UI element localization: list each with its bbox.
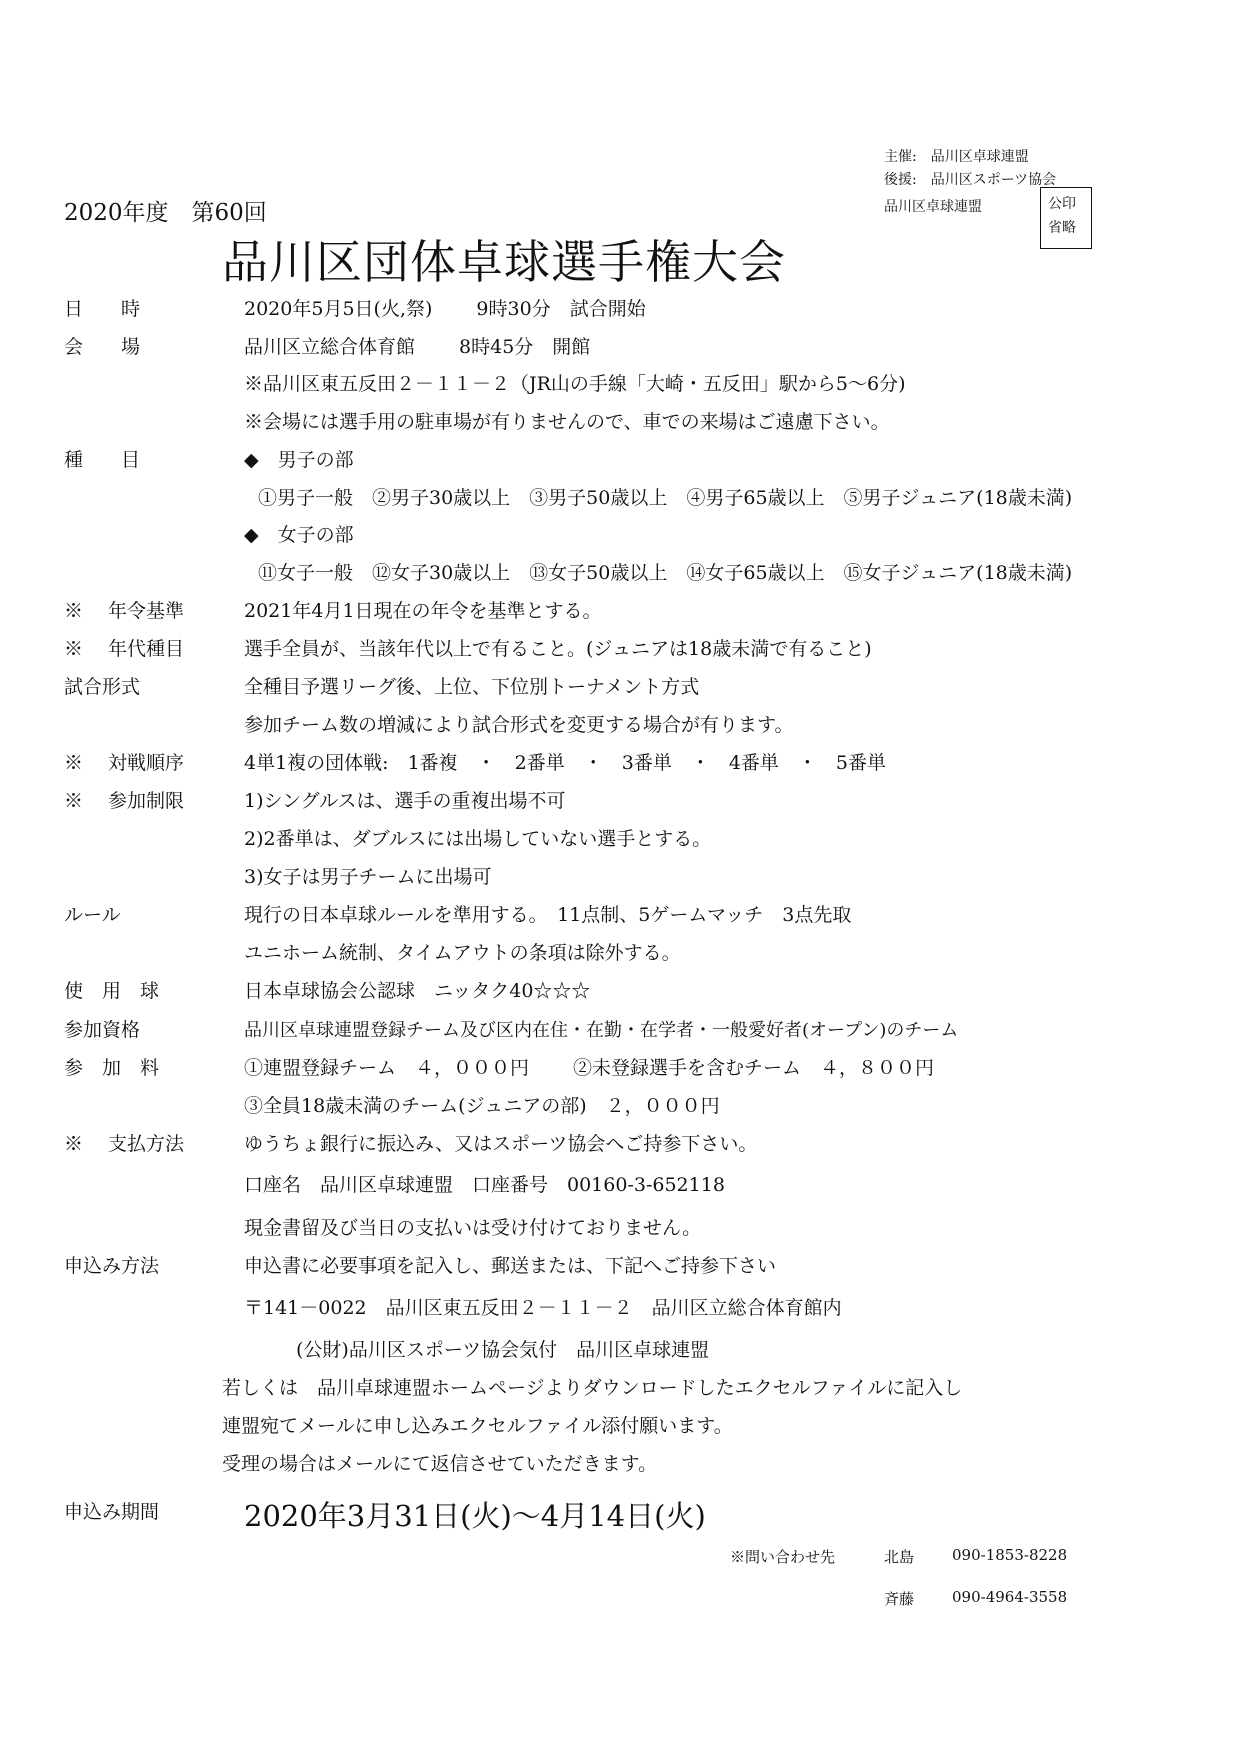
venue-label: 会 場 <box>64 336 141 358</box>
apply-alt-2: 連盟宛てメールに申し込みエクセルファイル添付願います。 <box>222 1415 733 1437</box>
events-women-list: ⑪女子一般 ⑫女子30歳以上 ⑬女子50歳以上 ⑭女子65歳以上 ⑮女子ジュニア(18歳未満) <box>258 562 1073 584</box>
limit-1: 1)シングルスは、選手の重複出場不可 <box>244 790 566 812</box>
page-title: 品川区団体卓球選手権大会 <box>222 235 786 289</box>
events-women-header: ◆ 女子の部 <box>244 524 354 546</box>
rule-value: 現行の日本卓球ルールを準用する。 11点制、5ゲームマッチ 3点先取 <box>244 904 852 926</box>
association-text: 品川区卓球連盟 <box>884 199 982 215</box>
year-edition: 2020年度 第60回 <box>64 200 267 226</box>
age-basis-value: 2021年4月1日現在の年令を基準とする。 <box>244 600 602 622</box>
eligibility-label: 参加資格 <box>64 1019 141 1041</box>
limit-3: 3)女子は男子チームに出場可 <box>244 866 492 888</box>
rule-label: ルール <box>64 904 121 926</box>
rule-note: ユニホーム統制、タイムアウトの条項は除外する。 <box>244 942 681 964</box>
age-category-label: ※ 年代種目 <box>64 638 185 660</box>
official-seal-omitted-box <box>1040 187 1092 249</box>
contact-phone-1: 090-1853-8228 <box>952 1546 1068 1564</box>
stamp-line-2: 省略 <box>1048 220 1076 236</box>
age-basis-label: ※ 年令基準 <box>64 600 185 622</box>
events-men-list: ①男子一般 ②男子30歳以上 ③男子50歳以上 ④男子65歳以上 ⑤男子ジュニア(18歳未満) <box>258 487 1073 509</box>
date-value: 2020年5月5日(火,祭) 9時30分 試合開始 <box>244 298 646 320</box>
apply-label: 申込み方法 <box>64 1255 160 1277</box>
venue-address: ※品川区東五反田２－１１－２（JR山の手線「大崎・五反田」駅から5～6分) <box>244 373 906 395</box>
contact-phone-2: 090-4964-3558 <box>952 1588 1068 1606</box>
ball-label: 使 用 球 <box>64 980 160 1002</box>
payment-account: 口座名 品川区卓球連盟 口座番号 00160-3-652118 <box>244 1174 725 1196</box>
events-label: 種 目 <box>64 449 141 471</box>
stamp-line-1: 公印 <box>1048 196 1076 212</box>
organizer-text: 主催: 品川区卓球連盟 <box>884 149 1029 165</box>
venue-note: ※会場には選手用の駐車場が有りませんので、車での来場はご遠慮下さい。 <box>244 411 890 433</box>
sponsor-text: 後援: 品川区スポーツ協会 <box>884 172 1057 188</box>
format-value: 全種目予選リーグ後、上位、下位別トーナメント方式 <box>244 676 700 698</box>
apply-address: 〒141－0022 品川区東五反田２－１１－２ 品川区立総合体育館内 <box>244 1297 842 1319</box>
payment-value: ゆうちょ銀行に振込み、又はスポーツ協会へご持参下さい。 <box>244 1133 758 1155</box>
fee-1: ①連盟登録チーム ４，０００円 ②未登録選手を含むチーム ４，８００円 <box>244 1057 935 1079</box>
ball-value: 日本卓球協会公認球 ニッタク40☆☆☆ <box>244 980 591 1002</box>
apply-alt-3: 受理の場合はメールにて返信させていただきます。 <box>222 1453 658 1475</box>
contact-label: ※問い合わせ先 <box>730 1548 836 1566</box>
date-label: 日 時 <box>64 298 141 320</box>
match-order-value: 4単1複の団体戦: 1番複 ・ 2番単 ・ 3番単 ・ 4番単 ・ 5番単 <box>244 752 887 774</box>
fee-label: 参 加 料 <box>64 1057 160 1079</box>
events-men-header: ◆ 男子の部 <box>244 449 354 471</box>
apply-addressee: (公財)品川区スポーツ協会気付 品川区卓球連盟 <box>296 1339 710 1361</box>
contact-name-1: 北島 <box>884 1548 915 1566</box>
format-note: 参加チーム数の増減により試合形式を変更する場合が有ります。 <box>244 714 794 736</box>
age-category-value: 選手全員が、当該年代以上で有ること。(ジュニアは18歳未満で有ること) <box>244 638 872 660</box>
contact-name-2: 斉藤 <box>884 1590 915 1608</box>
fee-2: ③全員18歳未満のチーム(ジュニアの部) ２，０００円 <box>244 1095 720 1117</box>
limit-2: 2)2番単は、ダブルスには出場していない選手とする。 <box>244 828 712 850</box>
payment-label: ※ 支払方法 <box>64 1133 185 1155</box>
limit-label: ※ 参加制限 <box>64 790 185 812</box>
eligibility-value: 品川区卓球連盟登録チーム及び区内在住・在勤・在学者・一般愛好者(オープン)のチーム <box>244 1020 959 1041</box>
match-order-label: ※ 対戦順序 <box>64 752 185 774</box>
period-label: 申込み期間 <box>64 1501 160 1523</box>
venue-value: 品川区立総合体育館 8時45分 開館 <box>244 336 591 358</box>
apply-value: 申込書に必要事項を記入し、郵送または、下記へご持参下さい <box>244 1255 777 1277</box>
payment-note: 現金書留及び当日の支払いは受け付けておりません。 <box>244 1217 702 1239</box>
period-value: 2020年3月31日(火)～4月14日(火) <box>244 1499 706 1533</box>
apply-alt-1: 若しくは 品川卓球連盟ホームページよりダウンロードしたエクセルファイルに記入し <box>222 1377 963 1399</box>
format-label: 試合形式 <box>64 676 141 698</box>
